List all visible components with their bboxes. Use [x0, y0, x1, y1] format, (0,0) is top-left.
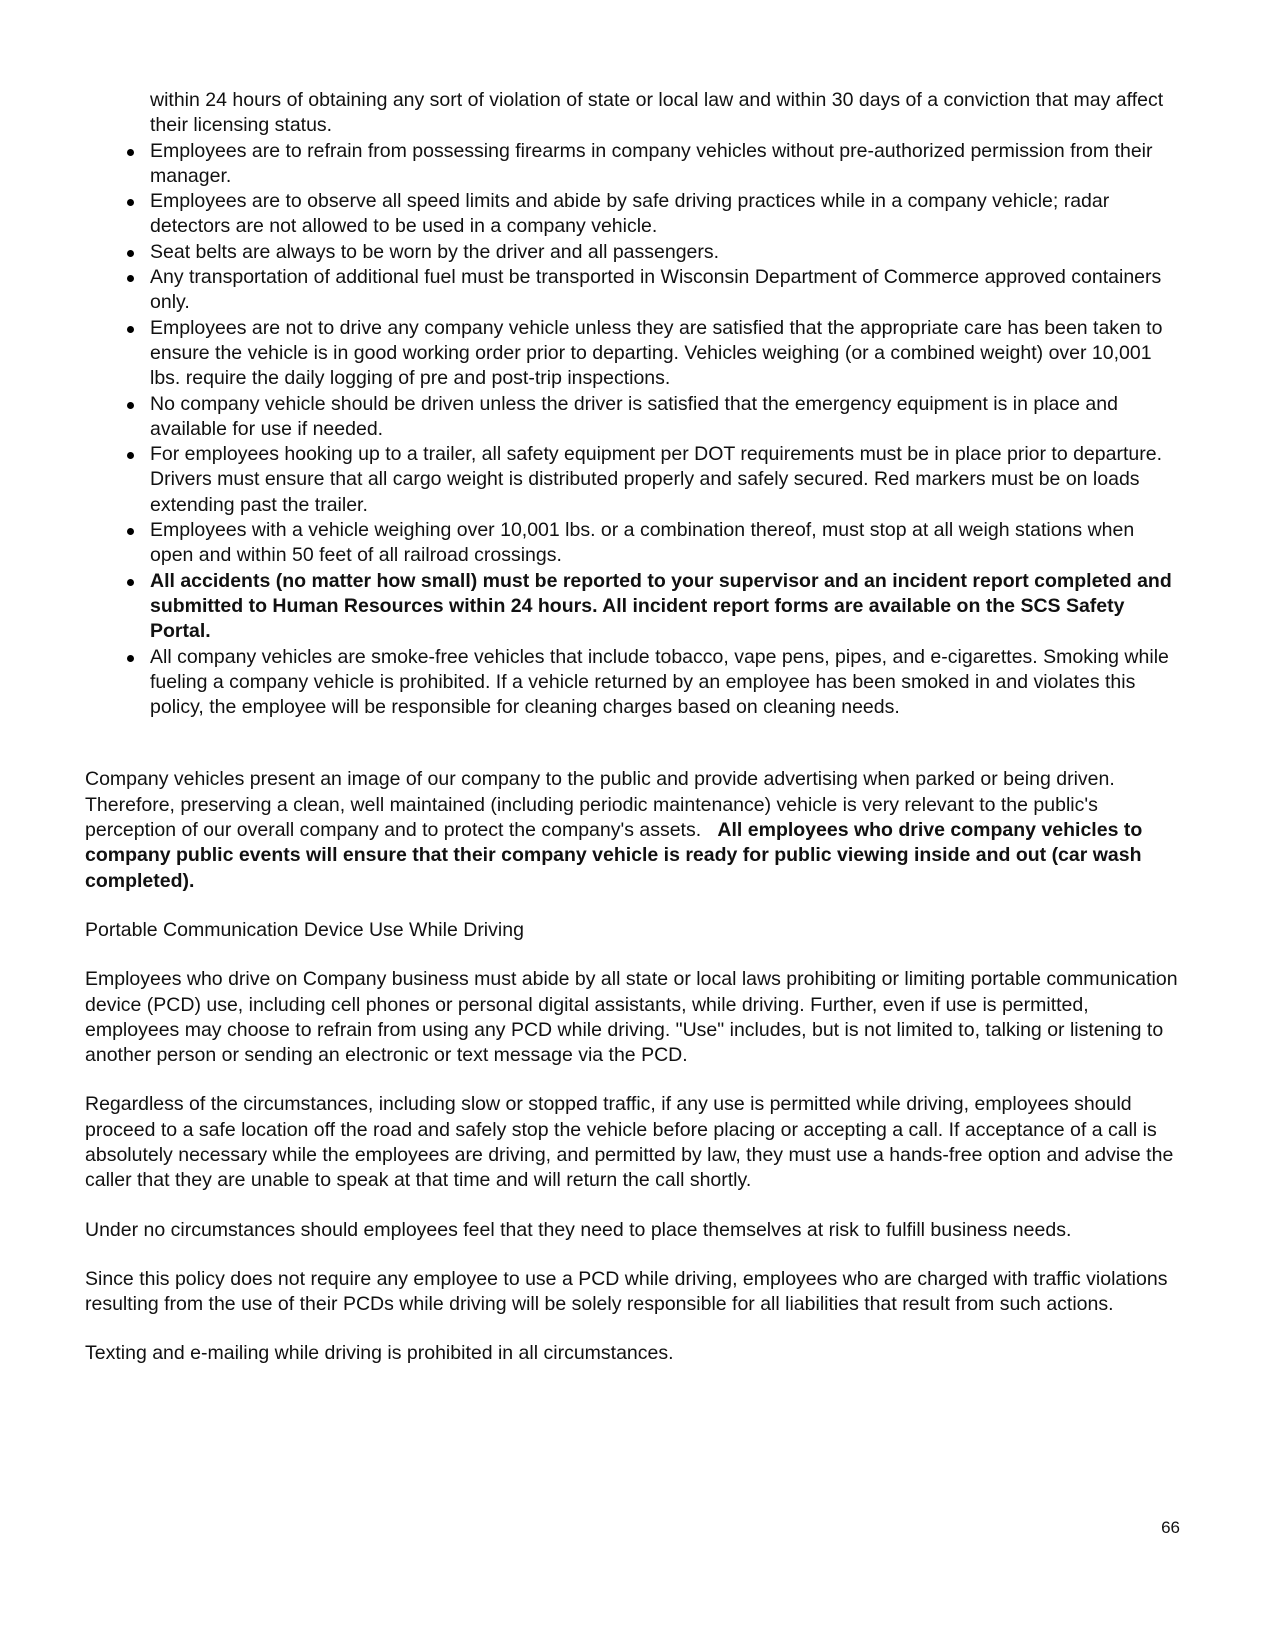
list-item: [85, 139, 1180, 190]
vertical-spacer: [85, 943, 1180, 967]
vertical-spacer: [85, 1317, 1180, 1341]
list-item: [85, 316, 1180, 392]
list-item-text: Employees are not to drive any company vehicle unless they are satisfied that the appropriate care has been taken to ensure the vehicle is in good working order prior to departing. Vehicles weighing (or a combined weight) over 10,001 lbs. require the daily logging of pre and post-trip inspections.: [150, 316, 1163, 390]
bullet-dot-icon: [127, 528, 134, 535]
list-item-text: Employees are to observe all speed limits and abide by safe driving practices while in a company vehicle; radar detectors are not allowed to be used in a company vehicle.: [150, 190, 1110, 238]
list-item-text: Employees with a vehicle weighing over 10,001 lbs. or a combination thereof, must stop at all weigh stations when open and within 50 feet of all railroad crossings.: [150, 519, 1135, 567]
paragraph-texting-prohibited: Texting and e-mailing while driving is prohibited in all circumstances.: [85, 1342, 674, 1365]
page-number: 66: [1161, 1518, 1180, 1537]
vertical-spacer: [85, 1068, 1180, 1092]
list-item-text: within 24 hours of obtaining any sort of violation of state or local law and within 30 days of a conviction that may affect their licensing status.: [150, 89, 1164, 137]
section-heading-pcd: Portable Communication Device Use While Driving: [85, 918, 524, 941]
list-item: [85, 518, 1180, 569]
list-item: [85, 240, 1180, 265]
list-item: [85, 442, 1180, 518]
paragraph-safe-location: Regardless of the circumstances, including slow or stopped traffic, if any use is permitted while driving, employees should proceed to a safe location off the road and safely stop the vehicle before placing or accepting a call. If acceptance of a call is absolutely necessary while the employees are driving, and permitted by law, they must use a hands-free option and advise the caller that they are unable to speak at that time and will return the call shortly.: [85, 1093, 1174, 1192]
bullet-dot-icon: [127, 452, 134, 459]
paragraph-company-image: [85, 767, 1180, 893]
bullet-dot-icon: [127, 326, 134, 333]
paragraph-liabilities: Since this policy does not require any employee to use a PCD while driving, employees who are charged with traffic violations resulting from the use of their PCDs while driving will be solely responsible for all liabilities that result from such actions.: [85, 1267, 1168, 1316]
list-item: [85, 265, 1180, 316]
bullet-dot-icon: [127, 250, 134, 257]
list-item-accident-reporting: [85, 569, 1180, 645]
list-item-text: Employees are to refrain from possessing firearms in company vehicles without pre-authorized permission from their manager.: [150, 139, 1153, 187]
bullet-dot-icon: [127, 655, 134, 662]
list-item-text: Seat belts are always to be worn by the driver and all passengers.: [150, 240, 720, 263]
paragraph-no-risk: Under no circumstances should employees feel that they need to place themselves at risk to fulfill business needs.: [85, 1218, 1072, 1241]
vertical-spacer: [85, 1194, 1180, 1218]
vertical-spacer: [85, 1243, 1180, 1267]
document-body: [85, 88, 1180, 1367]
bullet-dot-icon: [127, 402, 134, 409]
list-item-text: Any transportation of additional fuel must be transported in Wisconsin Department of Commerce approved containers only.: [150, 266, 1162, 314]
list-item: [85, 645, 1180, 721]
vertical-spacer: [85, 894, 1180, 918]
list-item-text: For employees hooking up to a trailer, all safety equipment per DOT requirements must be in place prior to departure. Drivers must ensure that all cargo weight is distributed properly and safely secured. Red markers must be on loads extending past the trailer.: [150, 443, 1162, 516]
list-item: [85, 189, 1180, 240]
bullet-dot-icon: [127, 579, 134, 586]
list-item-text: No company vehicle should be driven unless the driver is satisfied that the emergency equipment is in place and available for use if needed.: [150, 392, 1118, 440]
list-item-text: All company vehicles are smoke-free vehicles that include tobacco, vape pens, pipes, and e-cigarettes. Smoking while fueling a company vehicle is prohibited. If a vehicle returned by an employee has been smoked in and violates this policy, the employee will be responsible for cleaning charges based on cleaning needs.: [150, 645, 1169, 719]
bullet-dot-icon: [127, 275, 134, 282]
paragraph-pcd-laws: Employees who drive on Company business must abide by all state or local laws prohibiting or limiting portable communication device (PCD) use, including cell phones or personal digital assistants, while driving. Further, even if use is permitted, employees may choose to refrain from using any PCD while driving. "Use" includes, but is not limited to, talking or listening to another person or sending an electronic or text message via the PCD.: [85, 968, 1178, 1067]
bullet-dot-icon: [127, 199, 134, 206]
paragraph-normal-text: Company vehicles present an image of our company to the public and provide advertising when parked or being driven. Therefore, preserving a clean, well maintained (including periodic maintenance) vehicle is very relevant to the public's perception of our overall company and to protect the company's assets.: [85, 768, 1115, 842]
vertical-spacer: [85, 720, 1180, 767]
paragraph-bold-text: All employees who drive company vehicles to company public events will ensure that their company vehicle is ready for public viewing inside and out (car wash completed).: [85, 819, 1143, 892]
vehicle-policy-bullet-list: [85, 88, 1180, 720]
bullet-dot-icon: [127, 149, 134, 156]
list-item: [85, 392, 1180, 443]
list-item-continuation: [85, 88, 1180, 139]
list-item-text: All accidents (no matter how small) must be reported to your supervisor and an incident report completed and submitted to Human Resources within 24 hours. All incident report forms are available on the SCS Safety Portal.: [150, 569, 1172, 643]
